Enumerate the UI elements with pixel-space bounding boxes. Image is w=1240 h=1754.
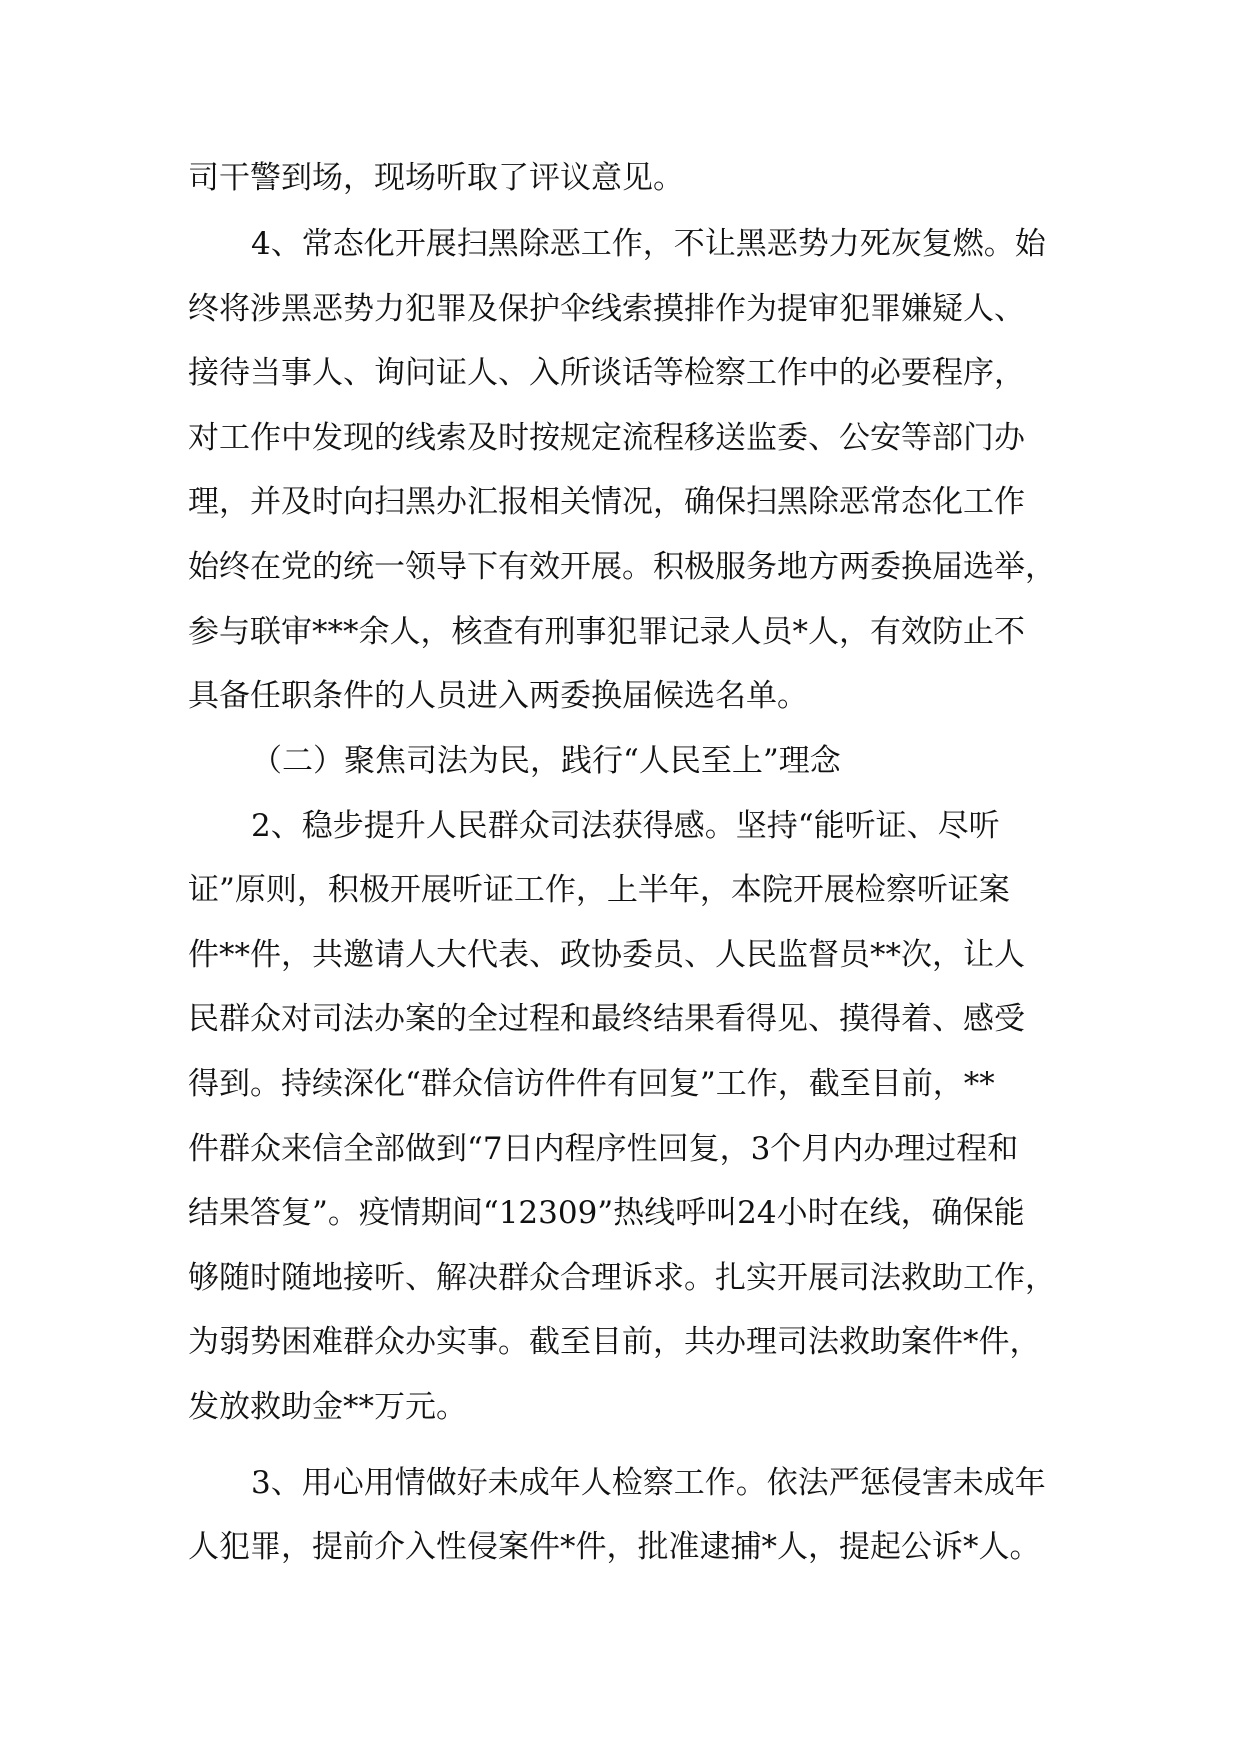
text-line: 结果答复”。疫情期间“12309”热线呼叫24小时在线，确保能 [188,1195,1025,1231]
text-line: 对工作中发现的线索及时按规定流程移送监委、公安等部门办 [188,420,1025,456]
text-line: 够随时随地接听、解决群众合理诉求。扎实开展司法救助工作， [188,1260,1056,1296]
text-line: 3、用心用情做好未成年人检察工作。依法严惩侵害未成年 [251,1465,1046,1501]
section-heading: （二）聚焦司法为民，践行“人民至上”理念 [251,743,841,779]
text-line: 人犯罪，提前介入性侵案件*件，批准逮捕*人，提起公诉*人。 [188,1529,1041,1565]
text-line: 件**件，共邀请人大代表、政协委员、人民监督员**次，让人 [188,937,1025,973]
text-line: 民群众对司法办案的全过程和最终结果看得见、摸得着、感受 [188,1001,1025,1037]
text-line: 件群众来信全部做到“7日内程序性回复，3个月内办理过程和 [188,1131,1019,1167]
text-line: 理，并及时向扫黑办汇报相关情况，确保扫黑除恶常态化工作 [188,484,1025,520]
text-line: 4、常态化开展扫黑除恶工作，不让黑恶势力死灰复燃。始 [251,226,1046,262]
text-line: 得到。持续深化“群众信访件件有回复”工作，截至目前，** [188,1066,995,1102]
text-line: 司干警到场，现场听取了评议意见。 [188,160,684,196]
text-line: 2、稳步提升人民群众司法获得感。坚持“能听证、尽听 [251,808,1000,844]
text-line: 终将涉黑恶势力犯罪及保护伞线索摸排作为提审犯罪嫌疑人、 [188,291,1025,327]
text-line: 参与联审***余人，核查有刑事犯罪记录人员*人，有效防止不 [188,614,1025,650]
text-line: 证”原则，积极开展听证工作，上半年，本院开展检察听证案 [188,872,1010,908]
text-line: 始终在党的统一领导下有效开展。积极服务地方两委换届选举， [188,549,1056,585]
text-line: 发放救助金**万元。 [188,1389,467,1425]
text-line: 为弱势困难群众办实事。截至目前，共办理司法救助案件*件， [188,1324,1041,1360]
text-line: 具备任职条件的人员进入两委换届候选名单。 [188,678,808,714]
text-line: 接待当事人、询问证人、入所谈话等检察工作中的必要程序， [188,355,1025,391]
